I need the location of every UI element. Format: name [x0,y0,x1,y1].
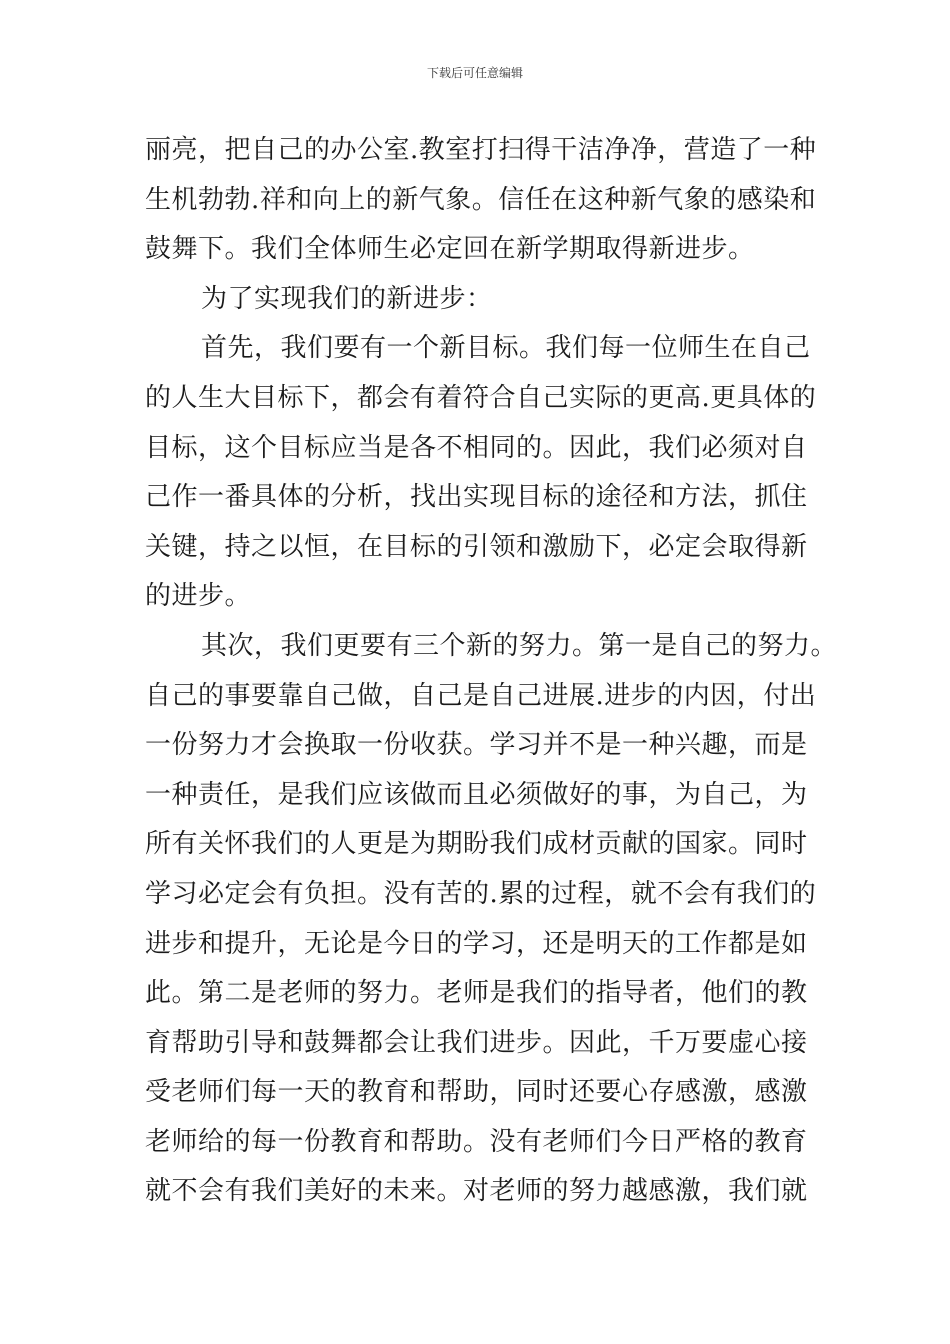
text-line: 首先，我们要有一个新目标。我们每一位师生在自己 [201,333,811,364]
text-line: 一份努力才会换取一份收获。学习并不是一种兴趣，而是 [145,730,808,761]
text-line: 自己的事要靠自己做，自己是自己进展.进步的内因，付出 [145,680,817,711]
text-line: 生机勃勃.祥和向上的新气象。信任在这种新气象的感染和 [145,184,817,215]
text-line: 己作一番具体的分析，找出实现目标的途径和方法，抓住 [145,482,808,513]
text-line: 此。第二是老师的努力。老师是我们的指导者，他们的教 [145,978,808,1009]
text-line: 受老师们每一天的教育和帮助，同时还要心存感激，感激 [145,1077,808,1108]
text-line: 一种责任，是我们应该做而且必须做好的事，为自己，为 [145,779,808,810]
text-line: 进步和提升，无论是今日的学习，还是明天的工作都是如 [145,928,808,959]
text-line: 其次，我们更要有三个新的努力。第一是自己的努力。 [201,630,838,661]
text-line: 为了实现我们的新进步： [201,283,493,314]
text-line: 学习必定会有负担。没有苦的.累的过程，就不会有我们的 [145,878,817,909]
text-line: 鼓舞下。我们全体师生必定回在新学期取得新进步。 [145,234,755,265]
text-line: 老师给的每一份教育和帮助。没有老师们今日严格的教育 [145,1126,808,1157]
text-line: 的人生大目标下，都会有着符合自己实际的更高.更具体的 [145,382,817,413]
page-header: 下载后可任意编辑 [426,66,523,80]
text-line: 所有关怀我们的人更是为期盼我们成材贡献的国家。同时 [145,829,808,860]
text-line: 目标，这个目标应当是各不相同的。因此，我们必须对自 [145,432,808,463]
text-line: 关键，持之以恒，在目标的引领和激励下，必定会取得新 [145,531,808,562]
text-line: 育帮助引导和鼓舞都会让我们进步。因此，千万要虚心接 [145,1027,808,1058]
document-body [145,126,838,1217]
text-line: 就不会有我们美好的未来。对老师的努力越感激，我们就 [145,1176,808,1207]
text-line: 丽亮，把自己的办公室.教室打扫得干洁净净，营造了一种 [145,135,817,165]
text-line: 的进步。 [145,581,252,612]
